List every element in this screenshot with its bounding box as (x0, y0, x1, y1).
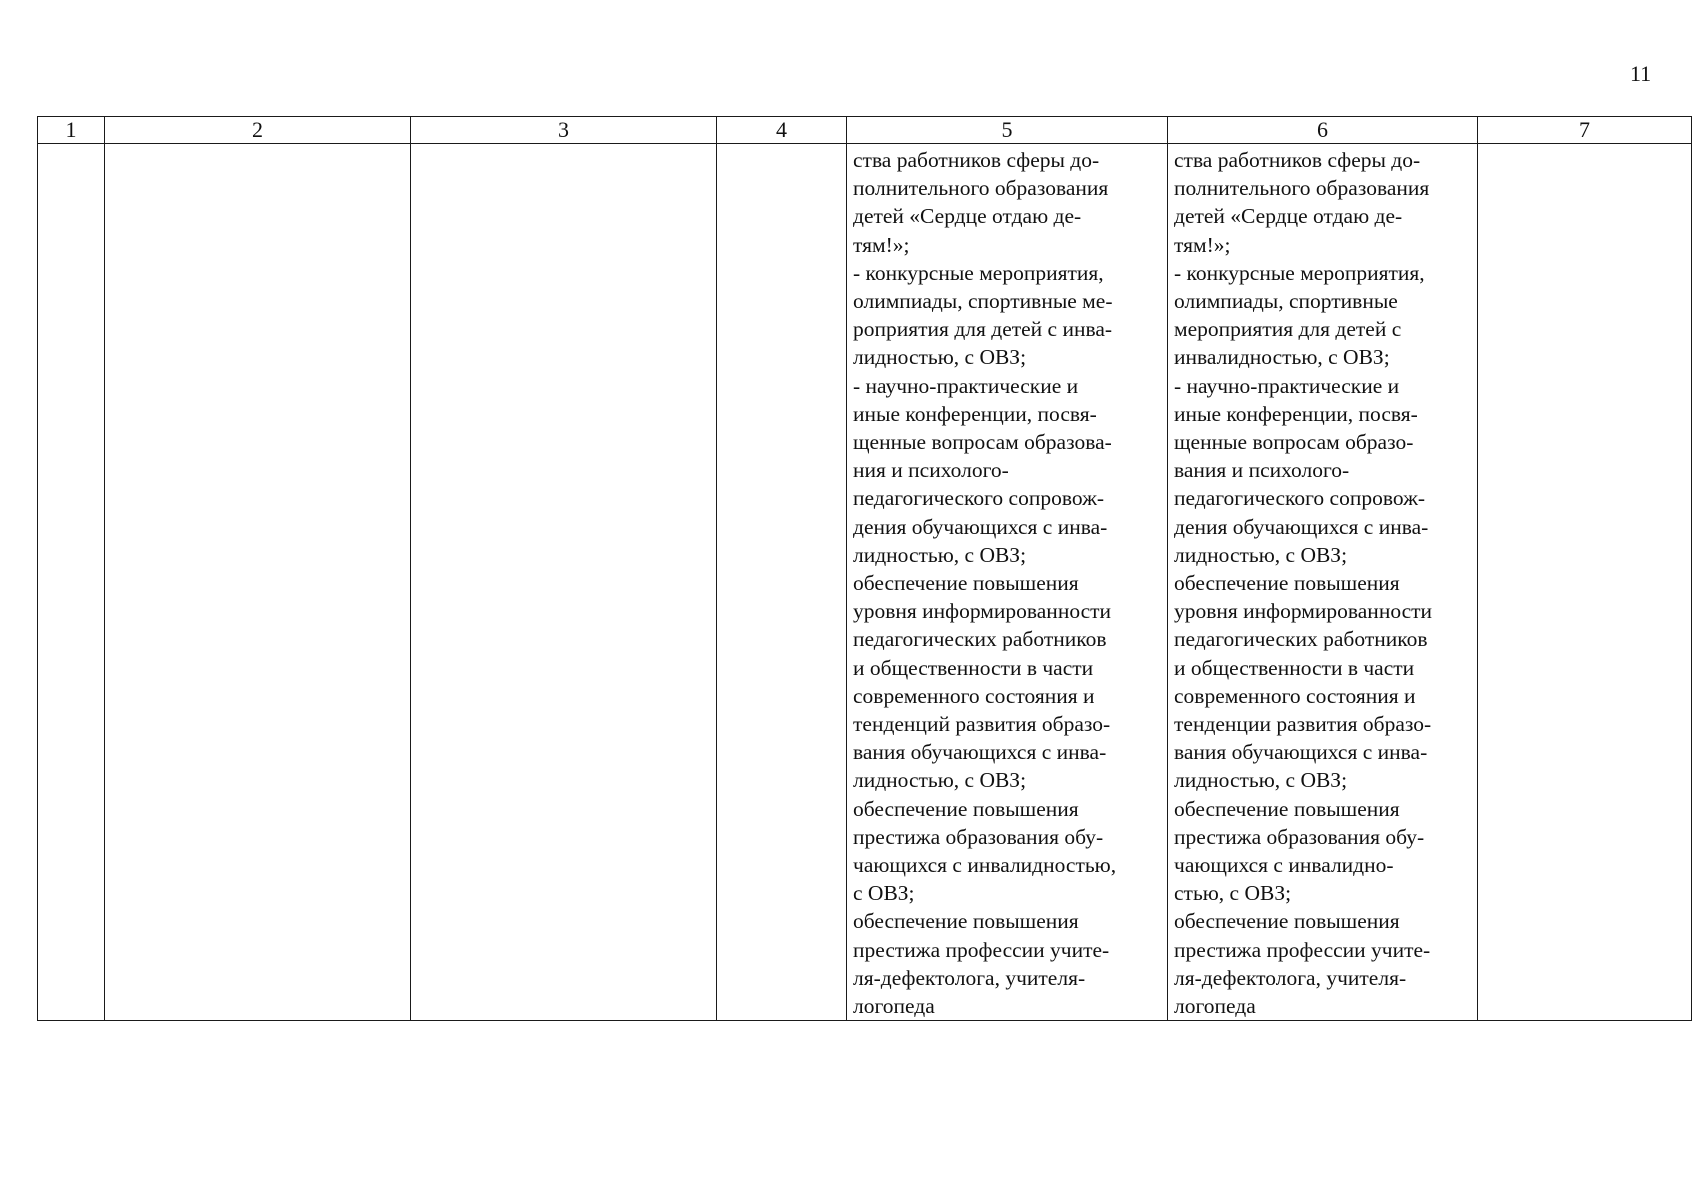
column-header-3: 3 (411, 117, 717, 144)
cell-col-1 (38, 144, 105, 1021)
document-table (37, 116, 1692, 1021)
cell-col-5-text: ства работников сферы до- полнительного образования детей «Сердце отдаю де- тям!»; - конкурсные мероприятия, олимпиады, спортивные ме- роприятия для детей с инва- лидностью, с ОВЗ; - научно-практические и иные конференции, посвя- щенные вопросам образова- ния и психолого- педагогического сопровож- дения обучающихся с инва- лидностью, с ОВЗ; обеспечение повышения уровня информированности педагогических работников и общественности в части современного состояния и тенденций развития образо- вания обучающихся с инва- лидностью, с ОВЗ; обеспечение повышения престижа образования обу- чающихся с инвалидностью, с ОВЗ; обеспечение повышения престижа профессии учите- ля-дефектолога, учителя- логопеда (853, 148, 1117, 1019)
cell-col-2-text (105, 144, 410, 146)
column-header-7: 7 (1478, 117, 1692, 144)
cell-col-4-text (717, 144, 846, 146)
column-header-6: 6 (1168, 117, 1478, 144)
column-header-2: 2 (105, 117, 411, 144)
table-row (38, 144, 1692, 1021)
cell-col-6-text: ства работников сферы до- полнительного образования детей «Сердце отдаю де- тям!»; - конкурсные мероприятия, олимпиады, спортивные мероприятия для детей с инвалидностью, с ОВЗ; - научно-практические и иные конференции, посвя- щенные вопросам образо- вания и психолого- педагогического сопровож- дения обучающихся с инва- лидностью, с ОВЗ; обеспечение повышения уровня информированности педагогических работников и общественности в части современного состояния и тенденции развития образо- вания обучающихся с инва- лидностью, с ОВЗ; обеспечение повышения престижа образования обу- чающихся с инвалидно- стью, с ОВЗ; обеспечение повышения престижа профессии учите- ля-дефектолога, учителя- логопеда (1174, 148, 1433, 1019)
cell-col-7-text (1478, 144, 1691, 146)
cell-col-5 (847, 144, 1168, 1021)
column-header-1: 1 (38, 117, 105, 144)
cell-col-3-text (411, 144, 716, 146)
cell-col-6 (1168, 144, 1478, 1021)
header-row (38, 117, 1692, 144)
cell-col-4 (717, 144, 847, 1021)
column-header-5: 5 (847, 117, 1168, 144)
cell-col-7 (1478, 144, 1692, 1021)
column-header-4: 4 (717, 117, 847, 144)
page-number: 11 (1630, 61, 1652, 86)
cell-col-3 (411, 144, 717, 1021)
cell-col-1-text (38, 144, 104, 146)
cell-col-2 (105, 144, 411, 1021)
